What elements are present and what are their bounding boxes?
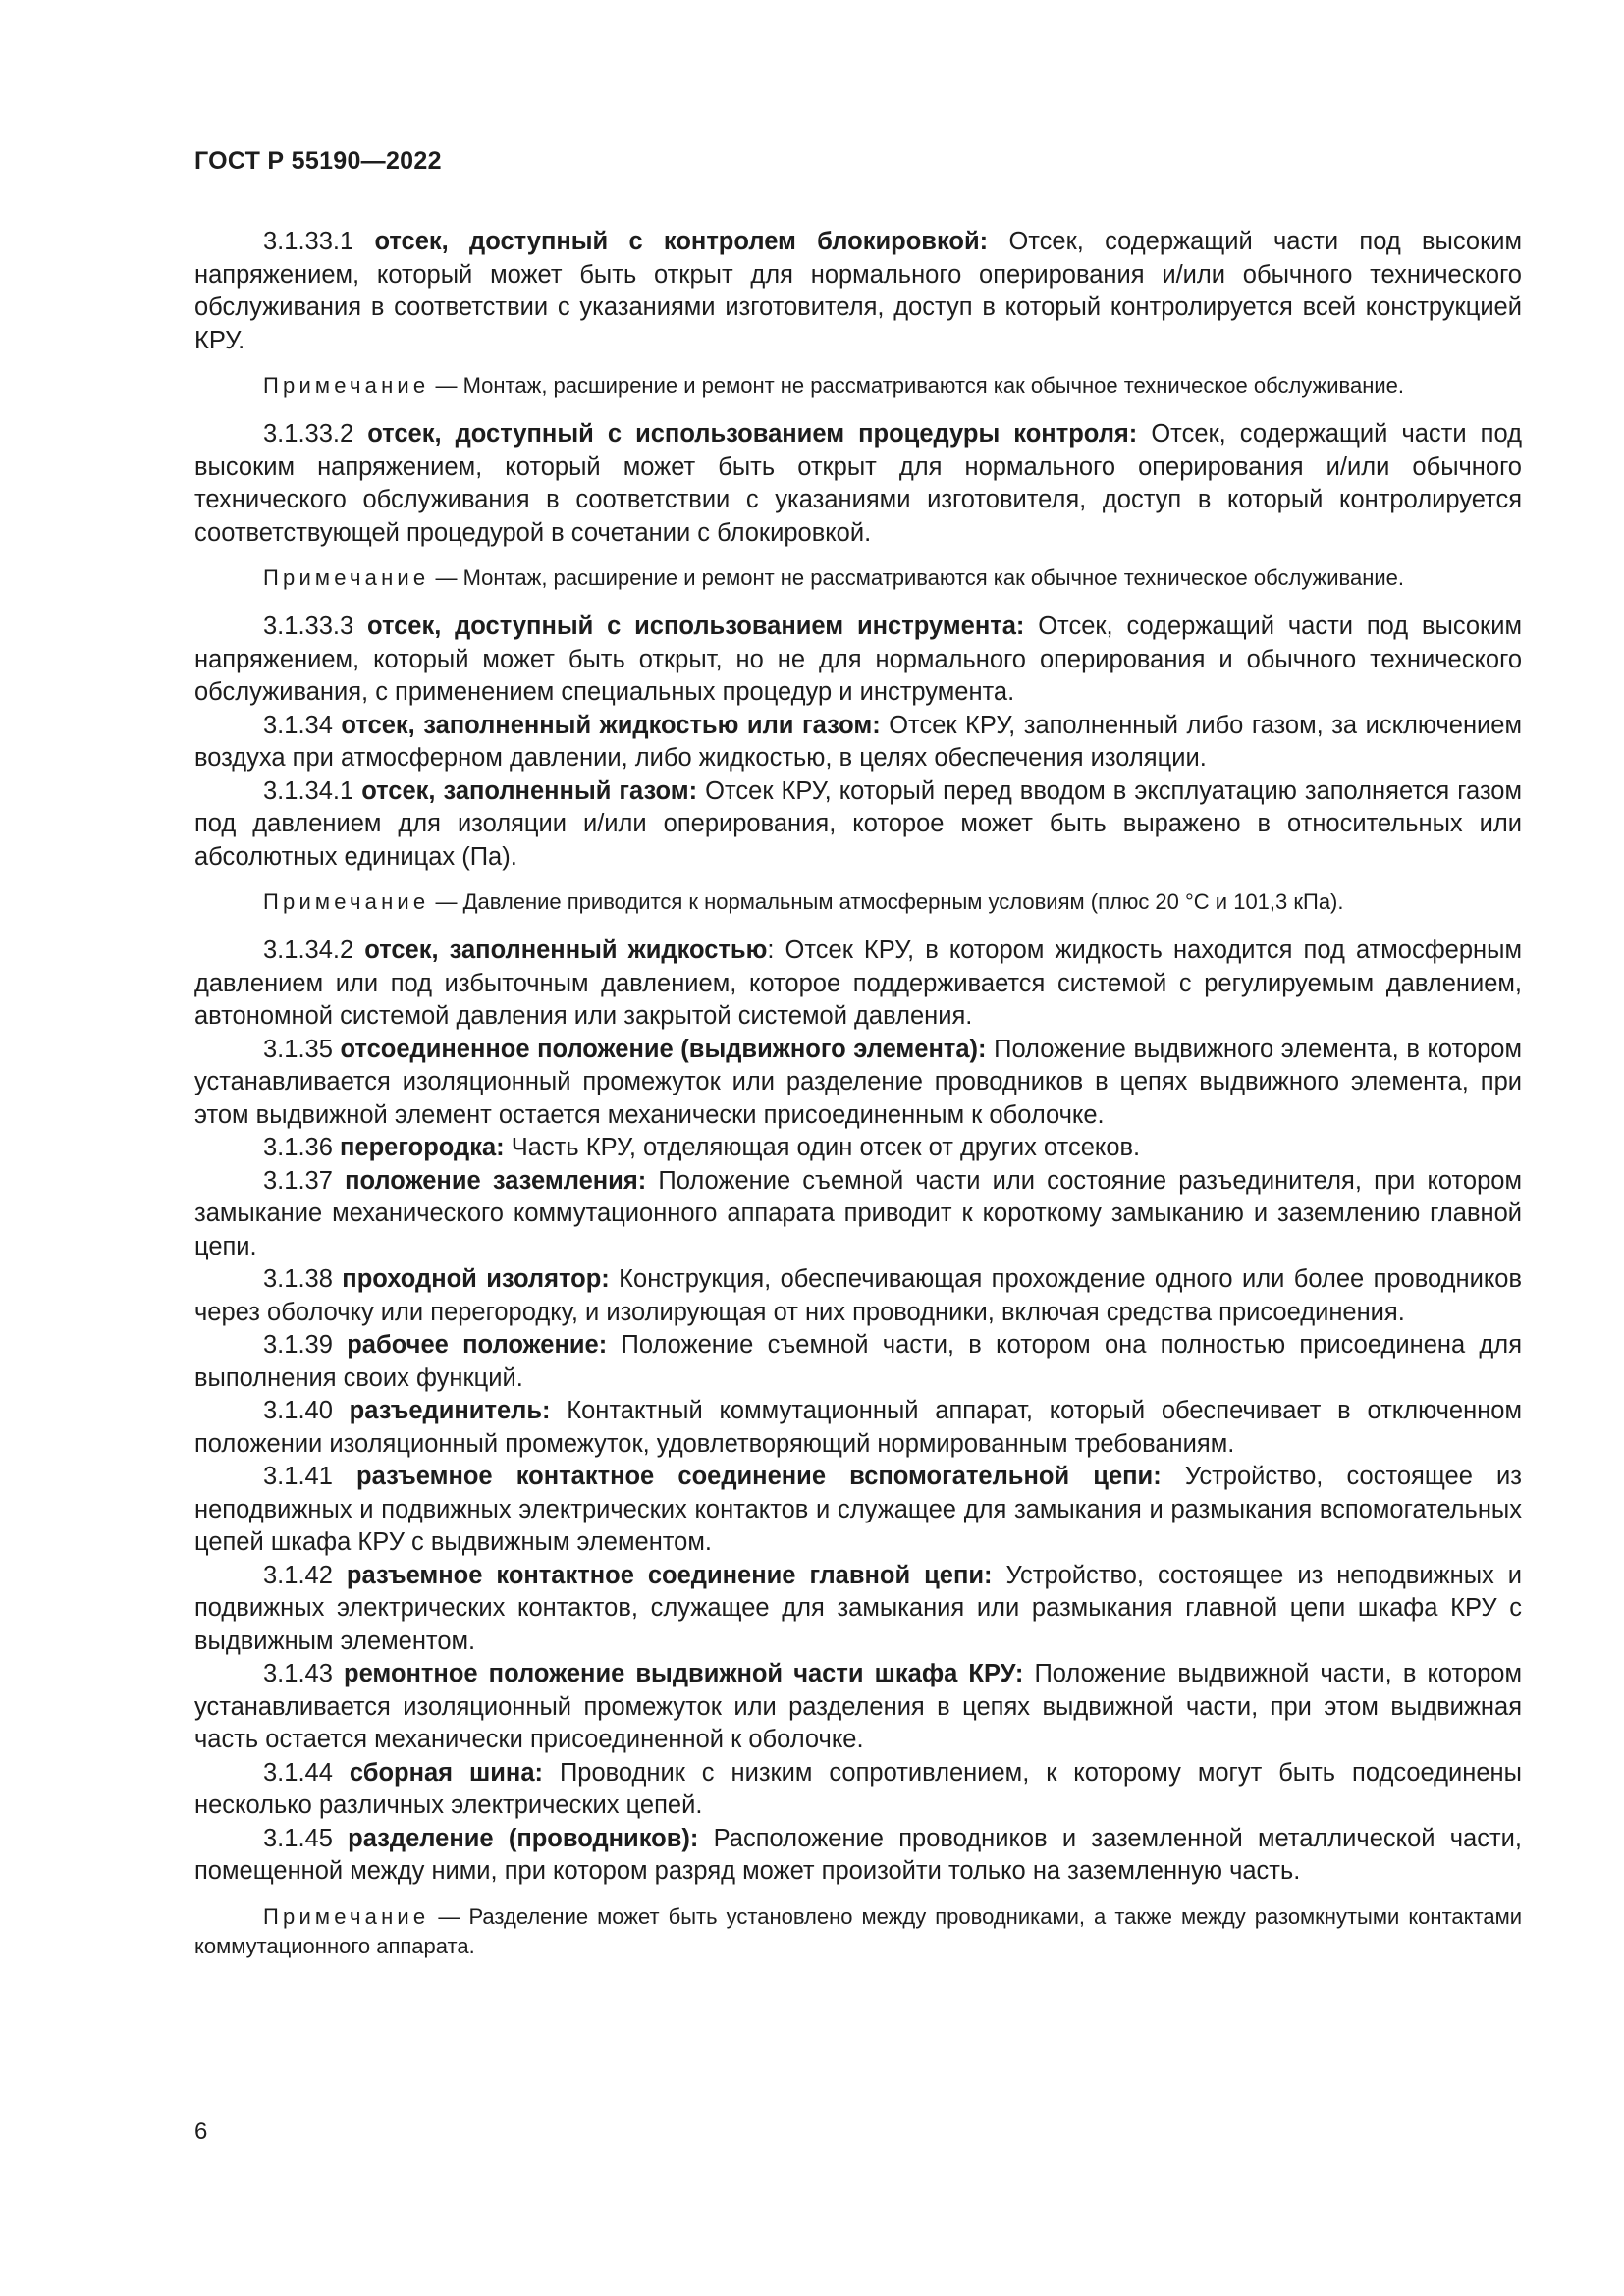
clause-number: 3.1.34: [263, 711, 333, 739]
definition-paragraph: [194, 710, 1522, 775]
definition-text: Контактный коммутационный аппарат, который обеспечивает в отключенном положении изоляционный промежуток, удовлетворяющий нормированным требованиям.: [194, 1397, 1522, 1458]
defined-term: положение заземления:: [345, 1166, 647, 1195]
note-label: Примечание: [263, 1903, 430, 1929]
clause-number: 3.1.34.1: [263, 776, 354, 805]
note-text: — Монтаж, расширение и ремонт не рассматриваются как обычное техническое обслуживание.: [435, 373, 1405, 398]
clause-number: 3.1.34.2: [263, 936, 354, 964]
document-header: ГОСТ Р 55190—2022: [194, 147, 442, 175]
document-body: [194, 226, 1522, 1961]
definition-paragraph: [194, 934, 1522, 1034]
clause-number: 3.1.33.1: [263, 228, 354, 255]
defined-term: отсек, заполненный жидкостью или газом:: [341, 711, 881, 739]
definition-text: Отсек КРУ, который перед вводом в эксплуатацию заполняется газом под давлением для изоляции и/или оперирования, которое может быть выражено в относительных или абсолютных единицах (Па).: [194, 776, 1522, 871]
definition-paragraph: [194, 1132, 1522, 1165]
defined-term: отсек, заполненный газом:: [361, 776, 698, 805]
definition-paragraph: [194, 1658, 1522, 1757]
note-label: Примечание: [263, 373, 430, 398]
definition-text: Отсек, содержащий части под высоким напряжением, который может быть открыт, но не для нормального оперирования и обычного технического обслуживания, с применением специальных процедур и инструмента.: [194, 613, 1522, 706]
clause-number: 3.1.45: [263, 1824, 333, 1852]
definition-text: Часть КРУ, отделяющая один отсек от других отсеков.: [511, 1134, 1141, 1161]
defined-term: отсек, доступный с контролем блокировкой:: [374, 228, 989, 255]
note-paragraph: [194, 1902, 1522, 1961]
defined-term: проходной изолятор:: [342, 1265, 610, 1293]
definition-paragraph: [194, 1165, 1522, 1264]
spacer: [194, 593, 1522, 611]
definition-paragraph: [194, 1034, 1522, 1133]
defined-term: ремонтное положение выдвижной части шкафа КРУ:: [344, 1660, 1024, 1687]
definition-paragraph: [194, 418, 1522, 550]
definition-paragraph: [194, 775, 1522, 875]
clause-number: 3.1.41: [263, 1463, 333, 1490]
clause-number: 3.1.43: [263, 1660, 333, 1687]
clause-number: 3.1.35: [263, 1035, 333, 1063]
note-paragraph: [194, 563, 1522, 593]
definition-text: Устройство, состоящее из неподвижных и подвижных электрических контактов, служащее для замыкания или размыкания главной цепи шкафа КРУ с выдвижным элементом.: [194, 1561, 1523, 1655]
defined-term: отсек, доступный с использованием инструмента:: [367, 613, 1025, 640]
clause-number: 3.1.38: [263, 1265, 333, 1293]
clause-number: 3.1.39: [263, 1331, 333, 1359]
note-paragraph: [194, 887, 1522, 917]
definition-text: Расположение проводников и заземленной металлической части, помещенной между ними, при котором разряд может произойти только на заземленную часть.: [194, 1824, 1522, 1885]
definition-text: Отсек, содержащий части под высоким напряжением, который может быть открыт для нормального оперирования и/или обычного технического обслуживания в соответствии с указаниями изготовителя, доступ в который контролируется всей конструкцией КРУ.: [194, 228, 1523, 354]
clause-number: 3.1.44: [263, 1758, 333, 1787]
defined-term: разъемное контактное соединение вспомогательной цепи:: [356, 1463, 1162, 1490]
definition-text: : Отсек КРУ, в котором жидкость находится под атмосферным давлением или под избыточным давлением, которое поддерживается системой с регулируемым давлением, автономной системой давления или закрытой системой давления.: [194, 936, 1522, 1030]
definition-text: Положение съемной части, в котором она полностью присоединена для выполнения своих функций.: [194, 1331, 1522, 1392]
definition-text: Положение съемной части или состояние разъединителя, при котором замыкание механического коммутационного аппарата приводит к короткому замыканию и заземлению главной цепи.: [194, 1166, 1522, 1260]
spacer: [194, 917, 1522, 934]
defined-term: перегородка:: [340, 1134, 505, 1161]
defined-term: сборная шина:: [349, 1758, 543, 1787]
definition-text: Проводник с низким сопротивлением, к которому могут быть подсоединены несколько различных электрических цепей.: [194, 1758, 1522, 1819]
definition-paragraph: [194, 1461, 1522, 1560]
definition-paragraph: [194, 1395, 1522, 1461]
definition-paragraph: [194, 1263, 1522, 1329]
note-text: — Монтаж, расширение и ремонт не рассматриваются как обычное техническое обслуживание.: [435, 565, 1405, 590]
definition-paragraph: [194, 611, 1522, 710]
note-text: — Разделение может быть установлено между проводниками, а также между разомкнутыми контактами коммутационного аппарата.: [194, 1903, 1522, 1958]
defined-term: отсек, заполненный жидкостью: [364, 936, 768, 964]
clause-number: 3.1.42: [263, 1561, 333, 1589]
defined-term: разъемное контактное соединение главной цепи:: [346, 1561, 993, 1589]
definition-text: Положение выдвижной части, в котором устанавливается изоляционный промежуток или разделения в цепях выдвижной части, при этом выдвижная часть остается механически присоединенной к оболочке.: [194, 1660, 1523, 1753]
definition-paragraph: [194, 226, 1522, 357]
clause-number: 3.1.33.3: [263, 613, 354, 640]
note-text: — Давление приводится к нормальным атмосферным условиям (плюс 20 °С и 101,3 кПа).: [435, 889, 1344, 914]
definition-text: Отсек, содержащий части под высоким напряжением, который может быть открыт для нормального оперирования и/или обычного технического обслуживания в соответствии с указаниями изготовителя, доступ в который контролируется соответствующей процедурой в сочетании с блокировкой.: [194, 420, 1522, 547]
defined-term: разъединитель:: [349, 1397, 551, 1424]
clause-number: 3.1.33.2: [263, 420, 354, 448]
spacer: [194, 874, 1522, 887]
clause-number: 3.1.37: [263, 1166, 333, 1195]
spacer: [194, 400, 1522, 418]
definition-text: Положение выдвижного элемента, в котором устанавливается изоляционный промежуток или разделение проводников в цепях выдвижного элемента, при этом выдвижной элемент остается механически присоединенным к оболочке.: [194, 1035, 1522, 1129]
definition-text: Конструкция, обеспечивающая прохождение одного или более проводников через оболочку или перегородку, и изолирующая от них проводники, включая средства присоединения.: [194, 1265, 1522, 1326]
clause-number: 3.1.36: [263, 1134, 333, 1161]
definition-paragraph: [194, 1329, 1522, 1395]
definition-text: Отсек КРУ, заполненный либо газом, за исключением воздуха при атмосферном давлении, либо жидкостью, в целях обеспечения изоляции.: [194, 711, 1522, 772]
spacer: [194, 1889, 1522, 1902]
page-number: 6: [194, 2118, 208, 2145]
note-paragraph: [194, 371, 1522, 400]
spacer: [194, 357, 1522, 371]
defined-term: отсек, доступный с использованием процедуры контроля:: [367, 420, 1138, 448]
spacer: [194, 550, 1522, 563]
note-label: Примечание: [263, 565, 430, 590]
note-label: Примечание: [263, 889, 430, 914]
defined-term: рабочее положение:: [347, 1331, 608, 1359]
defined-term: отсоединенное положение (выдвижного элемента):: [340, 1035, 987, 1063]
definition-text: Устройство, состоящее из неподвижных и подвижных электрических контактов и служащее для замыкания и размыкания вспомогательных цепей шкафа КРУ с выдвижным элементом.: [194, 1463, 1522, 1556]
definition-paragraph: [194, 1757, 1522, 1823]
definition-paragraph: [194, 1823, 1522, 1889]
definition-paragraph: [194, 1560, 1522, 1659]
defined-term: разделение (проводников):: [348, 1824, 699, 1852]
clause-number: 3.1.40: [263, 1397, 333, 1424]
